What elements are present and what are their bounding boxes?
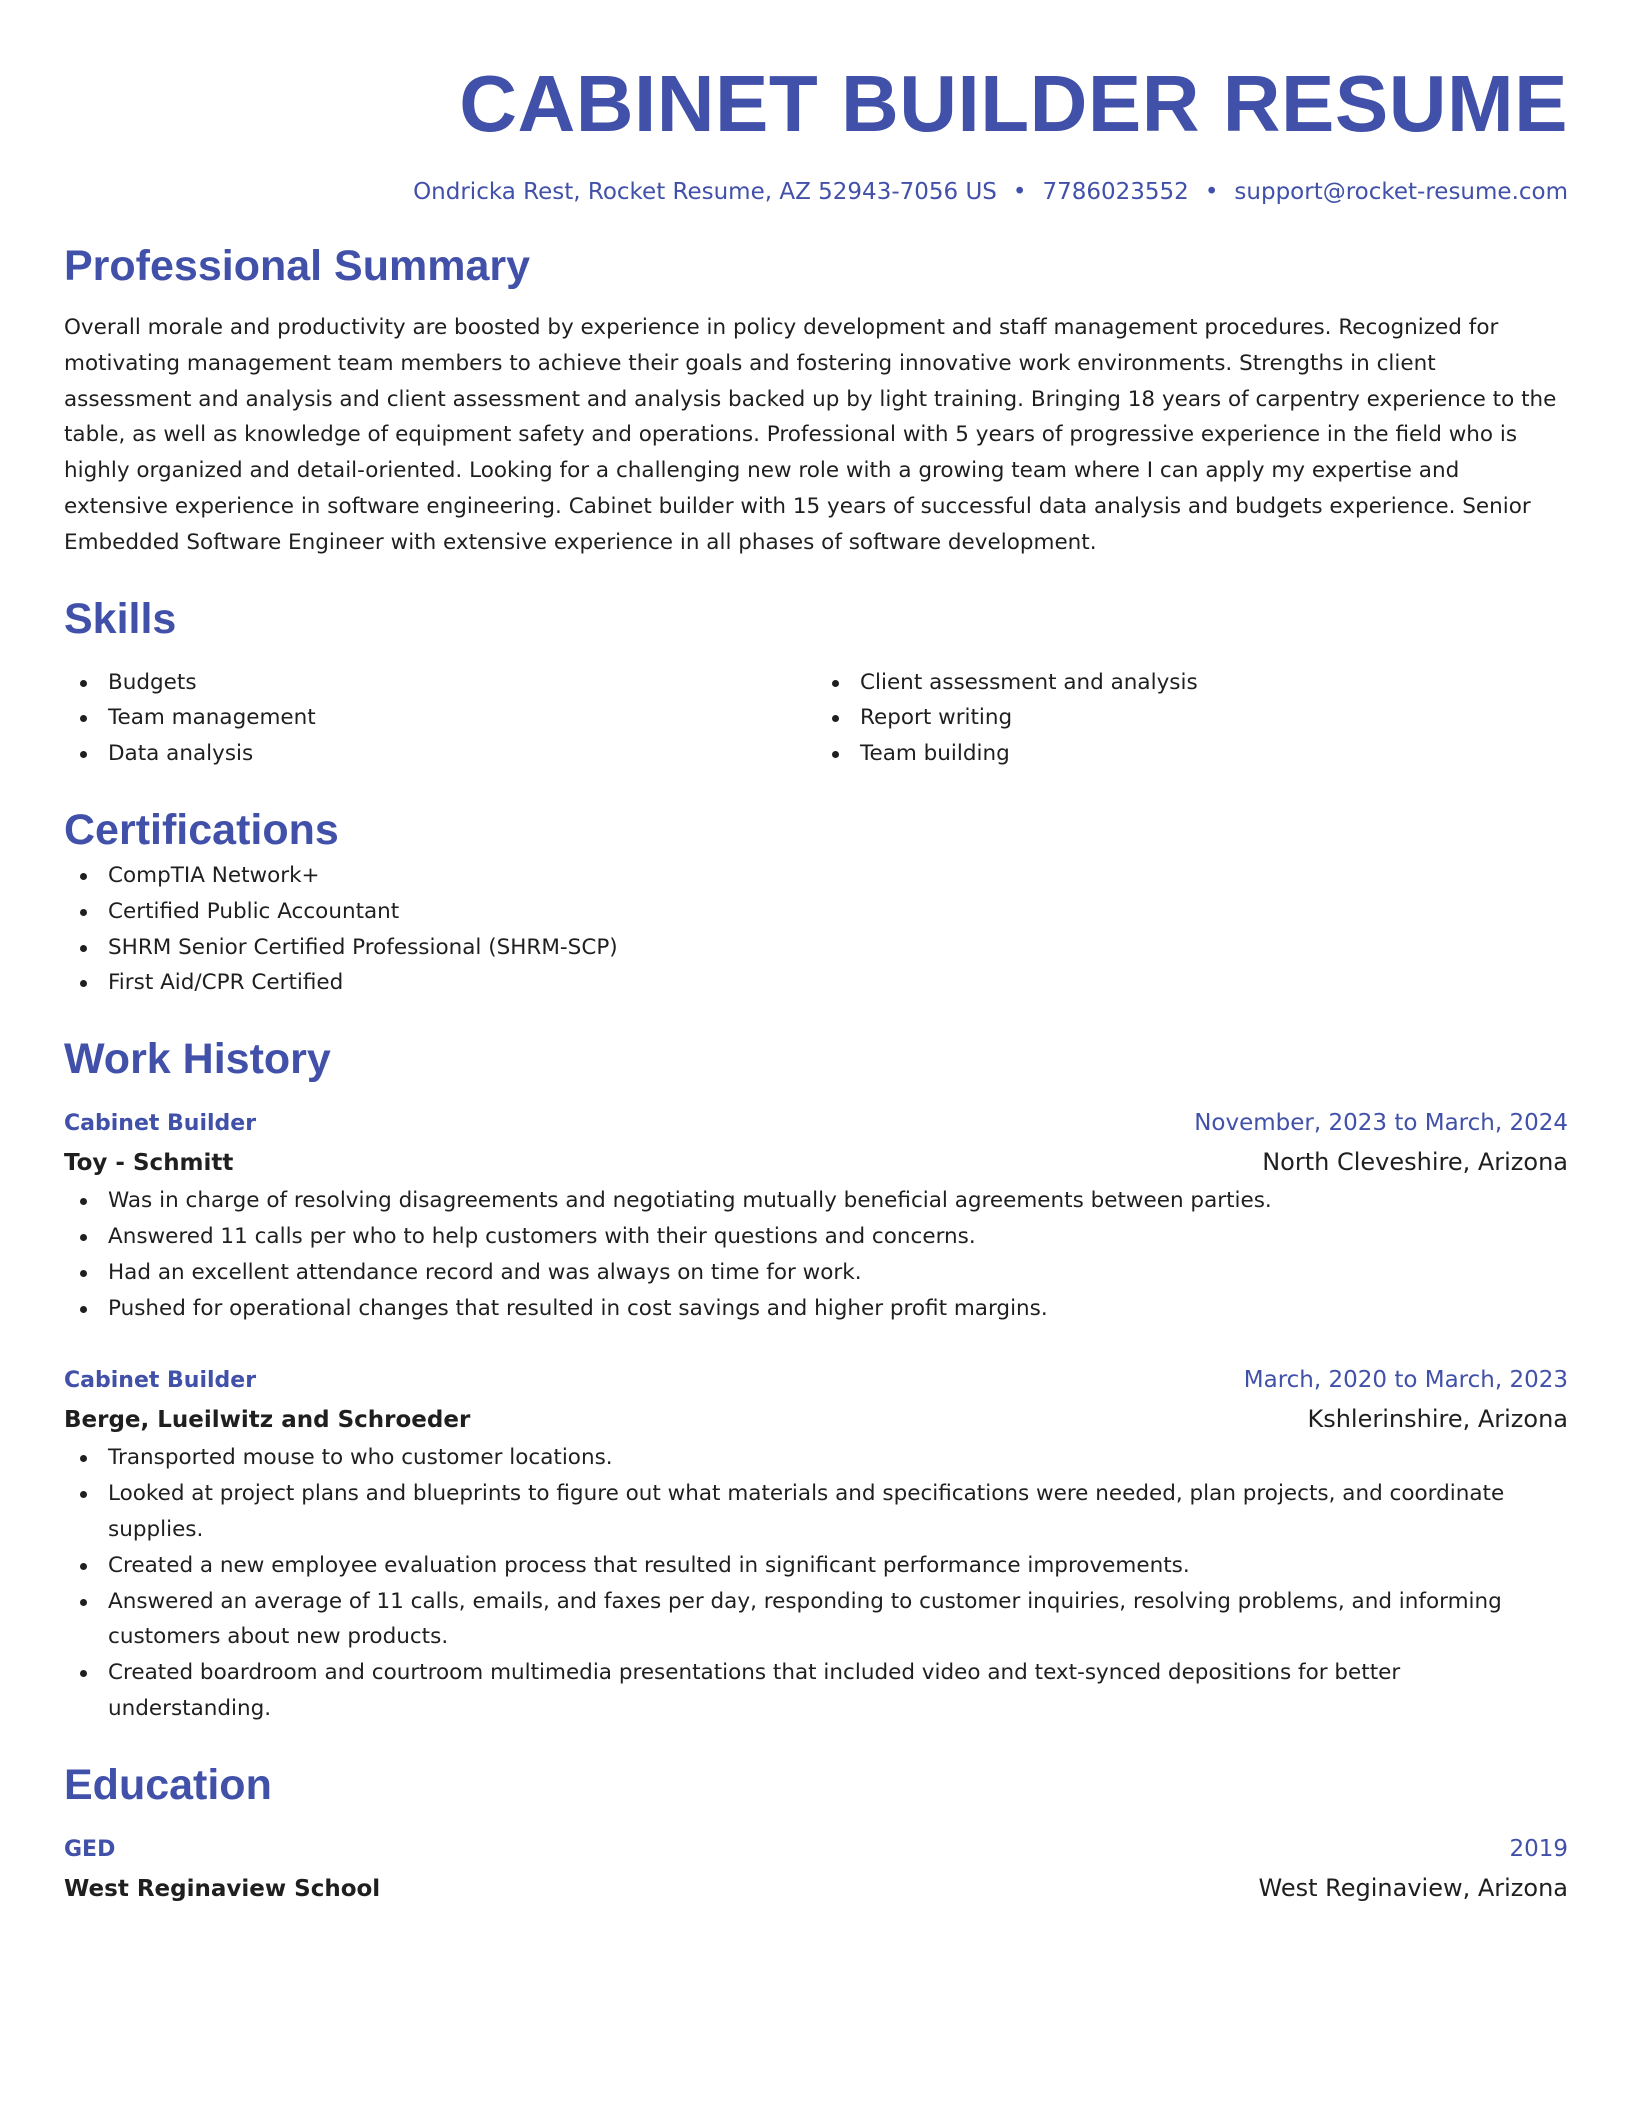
skills-column-right <box>816 665 1568 772</box>
skill-item: Team building <box>816 736 1568 772</box>
education-section <box>64 1757 1568 1909</box>
skills-section <box>64 591 1568 772</box>
skills-column-left <box>64 665 816 772</box>
contact-phone: 7786023552 <box>1042 179 1189 205</box>
education-year: 2019 <box>1509 1835 1568 1862</box>
certification-item: CompTIA Network+ <box>64 858 1568 894</box>
job-company: Toy - Schmitt <box>64 1150 234 1177</box>
job-company: Berge, Lueilwitz and Schroeder <box>64 1407 471 1434</box>
job-entry <box>64 1362 1568 1726</box>
contact-line <box>64 176 1568 208</box>
resume-title: CABINET BUILDER RESUME <box>459 59 1568 148</box>
skill-item: Data analysis <box>64 736 816 772</box>
education-school-row <box>64 1868 1568 1909</box>
work-history-section <box>64 1031 1568 1727</box>
skill-item: Client assessment and analysis <box>816 665 1568 701</box>
job-bullets <box>64 1440 1568 1726</box>
job-company-row <box>64 1142 1568 1183</box>
contact-separator: • <box>1204 179 1219 205</box>
education-school: West Reginaview School <box>64 1875 381 1902</box>
skill-item: Report writing <box>816 700 1568 736</box>
certification-item: SHRM Senior Certified Professional (SHRM-SCP) <box>64 930 1568 966</box>
job-title: Cabinet Builder <box>64 1111 257 1137</box>
job-bullet: Was in charge of resolving disagreements and negotiating mutually beneficial agreements between parties. <box>64 1183 1568 1219</box>
education-location: West Reginaview, Arizona <box>1258 1873 1568 1902</box>
contact-separator: • <box>1012 179 1027 205</box>
job-bullet: Answered an average of 11 calls, emails, and faxes per day, responding to customer inquiries, resolving problems, and informing customers about new products. <box>64 1584 1568 1656</box>
education-header-row <box>64 1831 1568 1868</box>
contact-email: support@rocket-resume.com <box>1234 179 1568 205</box>
job-header-row <box>64 1105 1568 1142</box>
job-dates: March, 2020 to March, 2023 <box>1243 1367 1568 1394</box>
job-bullet: Looked at project plans and blueprints to figure out what materials and specifications were needed, plan projects, and coordinate supplies. <box>64 1476 1568 1548</box>
job-bullets <box>64 1183 1568 1326</box>
skills-columns <box>64 665 1568 772</box>
certification-item: First Aid/CPR Certified <box>64 965 1568 1001</box>
contact-address: Ondricka Rest, Rocket Resume, AZ 52943-7056 US <box>413 179 997 205</box>
summary-section <box>64 238 1568 561</box>
job-bullet: Created boardroom and courtroom multimedia presentations that included video and text-synced depositions for better understanding. <box>64 1655 1568 1727</box>
job-bullet: Created a new employee evaluation process that resulted in significant performance improvements. <box>64 1548 1568 1584</box>
skills-list-right <box>816 665 1568 772</box>
summary-heading: Professional Summary <box>64 242 531 290</box>
certifications-section <box>64 802 1568 1001</box>
job-entry <box>64 1105 1568 1326</box>
job-dates: November, 2023 to March, 2024 <box>1194 1110 1568 1137</box>
education-entry <box>64 1831 1568 1909</box>
certification-item: Certified Public Accountant <box>64 894 1568 930</box>
work-history-heading: Work History <box>64 1035 331 1084</box>
summary-text: Overall morale and productivity are boosted by experience in policy development and staff management procedures. Recognized for motivating management team members to achieve their goals and fostering innovative work environments. Strengths in client assessment and analysis and client assessment and analysis backed up by light training. Bringing 18 years of carpentry experience to the table, as well as knowledge of equipment safety and operations. Professional with 5 years of progressive experience in the field who is highly organized and detail-oriented. Looking for a challenging new role with a growing team where I can apply my expertise and extensive experience in software engineering. Cabinet builder with 15 years of successful data analysis and budgets experience. Senior Embedded Software Engineer with extensive experience in all phases of software development. <box>64 315 1557 555</box>
job-company-row <box>64 1399 1568 1440</box>
job-bullet: Transported mouse to who customer locations. <box>64 1440 1568 1476</box>
education-heading: Education <box>64 1760 272 1809</box>
job-location: North Cleveshire, Arizona <box>1262 1148 1568 1177</box>
education-degree: GED <box>64 1836 116 1862</box>
job-location: Kshlerinshire, Arizona <box>1307 1405 1568 1434</box>
certifications-list <box>64 858 1568 1001</box>
skill-item: Team management <box>64 700 816 736</box>
job-title: Cabinet Builder <box>64 1368 257 1394</box>
job-bullet: Answered 11 calls per who to help customers with their questions and concerns. <box>64 1219 1568 1255</box>
skills-list-left <box>64 665 816 772</box>
job-header-row <box>64 1362 1568 1399</box>
job-bullet: Had an excellent attendance record and was always on time for work. <box>64 1255 1568 1291</box>
job-bullet: Pushed for operational changes that resulted in cost savings and higher profit margins. <box>64 1291 1568 1327</box>
certifications-heading: Certifications <box>64 805 339 854</box>
skill-item: Budgets <box>64 665 816 701</box>
skills-heading: Skills <box>64 594 177 643</box>
